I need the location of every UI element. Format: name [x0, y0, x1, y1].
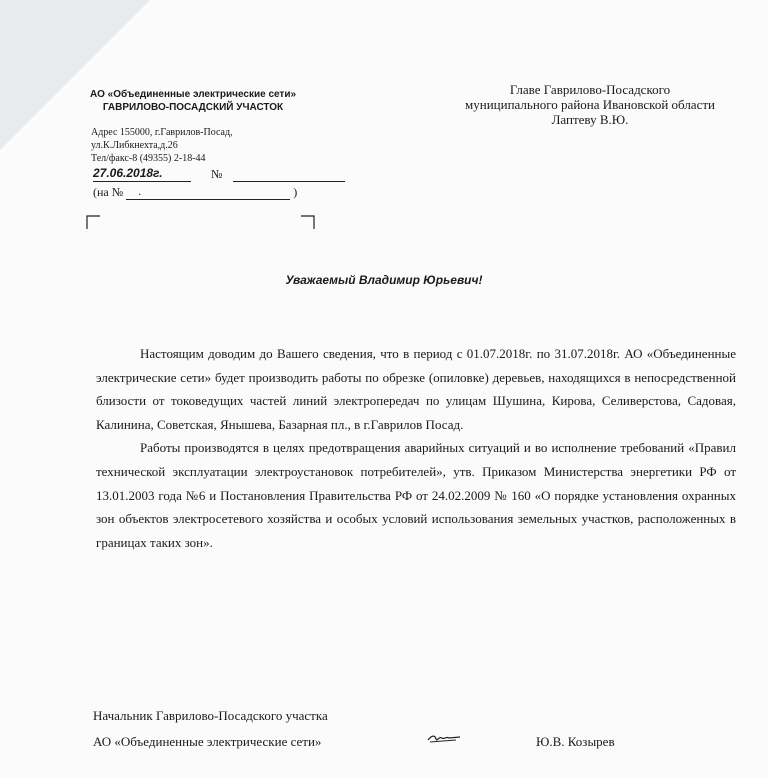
body-paragraph-1: Настоящим доводим до Вашего сведения, что в период с 01.07.2018г. по 31.07.2018г. АО «Объединенные электрические сети» будет производить работы по обрезке (опиловке) деревьев, находящихся в непосредственной близости от токоведущих частей линий электропередач по улицам Шушина, Кирова, Селиверстова, Садовая, Калинина, Советская, Янышева, Базарная пл., в г.Гаврилов Посад. — [96, 346, 736, 432]
sender-phone: Тел/факс-8 (49355) 2-18-44 — [91, 153, 206, 164]
ref-prefix: (на № — [93, 185, 124, 199]
letter-date: 27.06.2018г. — [93, 166, 163, 180]
number-field — [233, 181, 345, 182]
reference-line — [93, 184, 297, 200]
handwritten-signature — [426, 732, 462, 746]
signer-position-1: Начальник Гаврилово-Посадского участка — [93, 708, 328, 723]
registration-line — [93, 166, 345, 182]
letter-body — [96, 342, 736, 554]
corner-mark-left — [86, 215, 100, 229]
sender-organization — [90, 88, 296, 114]
ref-value: . — [138, 184, 142, 198]
ref-field — [126, 184, 290, 200]
address-line-1: Адрес 155000, г.Гаврилов-Посад, — [91, 127, 233, 138]
date-field — [93, 166, 191, 182]
recipient-block — [440, 82, 740, 127]
signer-name: Ю.В. Козырев — [536, 734, 615, 749]
signer-position-2: АО «Объединенные электрические сети» — [93, 734, 322, 749]
sender-address — [91, 126, 233, 165]
sender-company: АО «Объединенные электрические сети» — [90, 89, 297, 100]
greeting: Уважаемый Владимир Юрьевич! — [285, 273, 483, 287]
recipient-line-3: Лаптеву В.Ю. — [551, 112, 629, 127]
corner-mark-right — [301, 215, 315, 229]
body-paragraph-2: Работы производятся в целях предотвращения аварийных ситуаций и во исполнение требований «Правил технической эксплуатации электроустановок потребителей», утв. Приказом Министерства энергетики РФ от 13.01.2003 года №6 и Постановления Правительства РФ от 24.02.2009 № 160 «О порядке установления охранных зон объектов электросетевого хозяйства и особых условий использования земельных участков, расположенных в границах таких зон». — [96, 440, 736, 550]
sender-division: ГАВРИЛОВО-ПОСАДСКИЙ УЧАСТОК — [102, 102, 284, 113]
number-label: № — [211, 167, 223, 181]
address-line-2: ул.К.Либкнехта,д.26 — [91, 140, 178, 151]
recipient-line-1: Главе Гаврилово-Посадского — [509, 82, 671, 97]
recipient-line-2: муниципального района Ивановской области — [465, 97, 715, 112]
ref-suffix: ) — [293, 185, 298, 199]
